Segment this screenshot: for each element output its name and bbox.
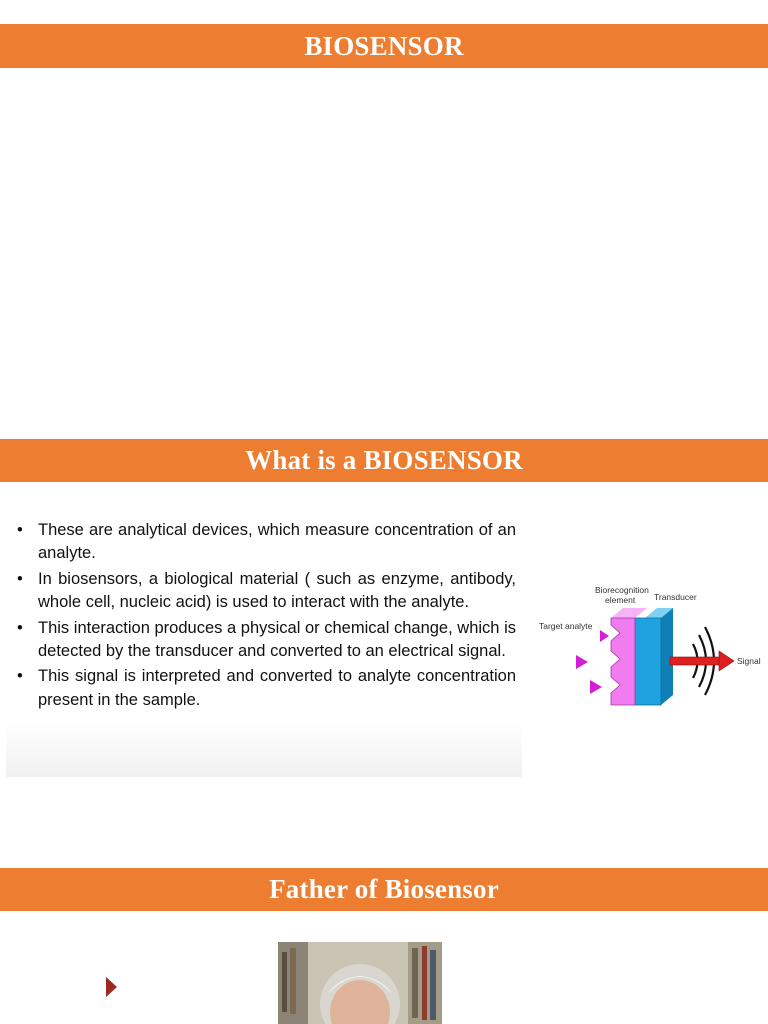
bullet-item: • In biosensors, a biological material ( such as enzyme, antibody, whole cell, nucleic acid) is used to interact with the analyte. [14, 568, 516, 615]
biosensor-diagram-svg [527, 575, 767, 715]
transducer-label: Transducer [654, 592, 697, 602]
bullet-item: • These are analytical devices, which measure concentration of an analyte. [14, 519, 516, 566]
biosensor-diagram [527, 575, 767, 715]
arrow-bullet-icon [106, 977, 117, 997]
bioreceptor-front [611, 618, 635, 705]
signal-arrow-icon [719, 651, 734, 671]
definition-panel [6, 493, 522, 777]
banner-title: Father of Biosensor [269, 874, 499, 904]
analyte-shape [576, 655, 588, 669]
portrait-image [278, 942, 442, 1024]
bullet-item: • This signal is interpreted and converted to analyte concentration present in the sample. [14, 665, 516, 712]
target-analyte-label: Target analyte [539, 621, 593, 631]
section-banner-father [0, 868, 768, 911]
bioreceptor-label-line1: Biorecognition [595, 585, 649, 595]
definition-list [14, 519, 516, 714]
analyte-shape [590, 680, 602, 694]
section-banner-what-is [0, 439, 768, 482]
section-banner-biosensor [0, 24, 768, 68]
signal-label: Signal [737, 656, 761, 666]
transducer-side [661, 608, 673, 705]
bioreceptor-label-line2: element [605, 595, 636, 605]
signal-arrow-shaft [670, 657, 720, 665]
bullet-item: • This interaction produces a physical or chemical change, which is detected by the transducer and converted to an electrical signal. [14, 617, 516, 664]
banner-title: What is a BIOSENSOR [245, 445, 523, 475]
portrait-photo [278, 942, 442, 1024]
bioreceptor-top [611, 608, 647, 618]
banner-title: BIOSENSOR [304, 30, 464, 61]
analyte-shape [600, 630, 609, 642]
transducer-front [635, 618, 661, 705]
